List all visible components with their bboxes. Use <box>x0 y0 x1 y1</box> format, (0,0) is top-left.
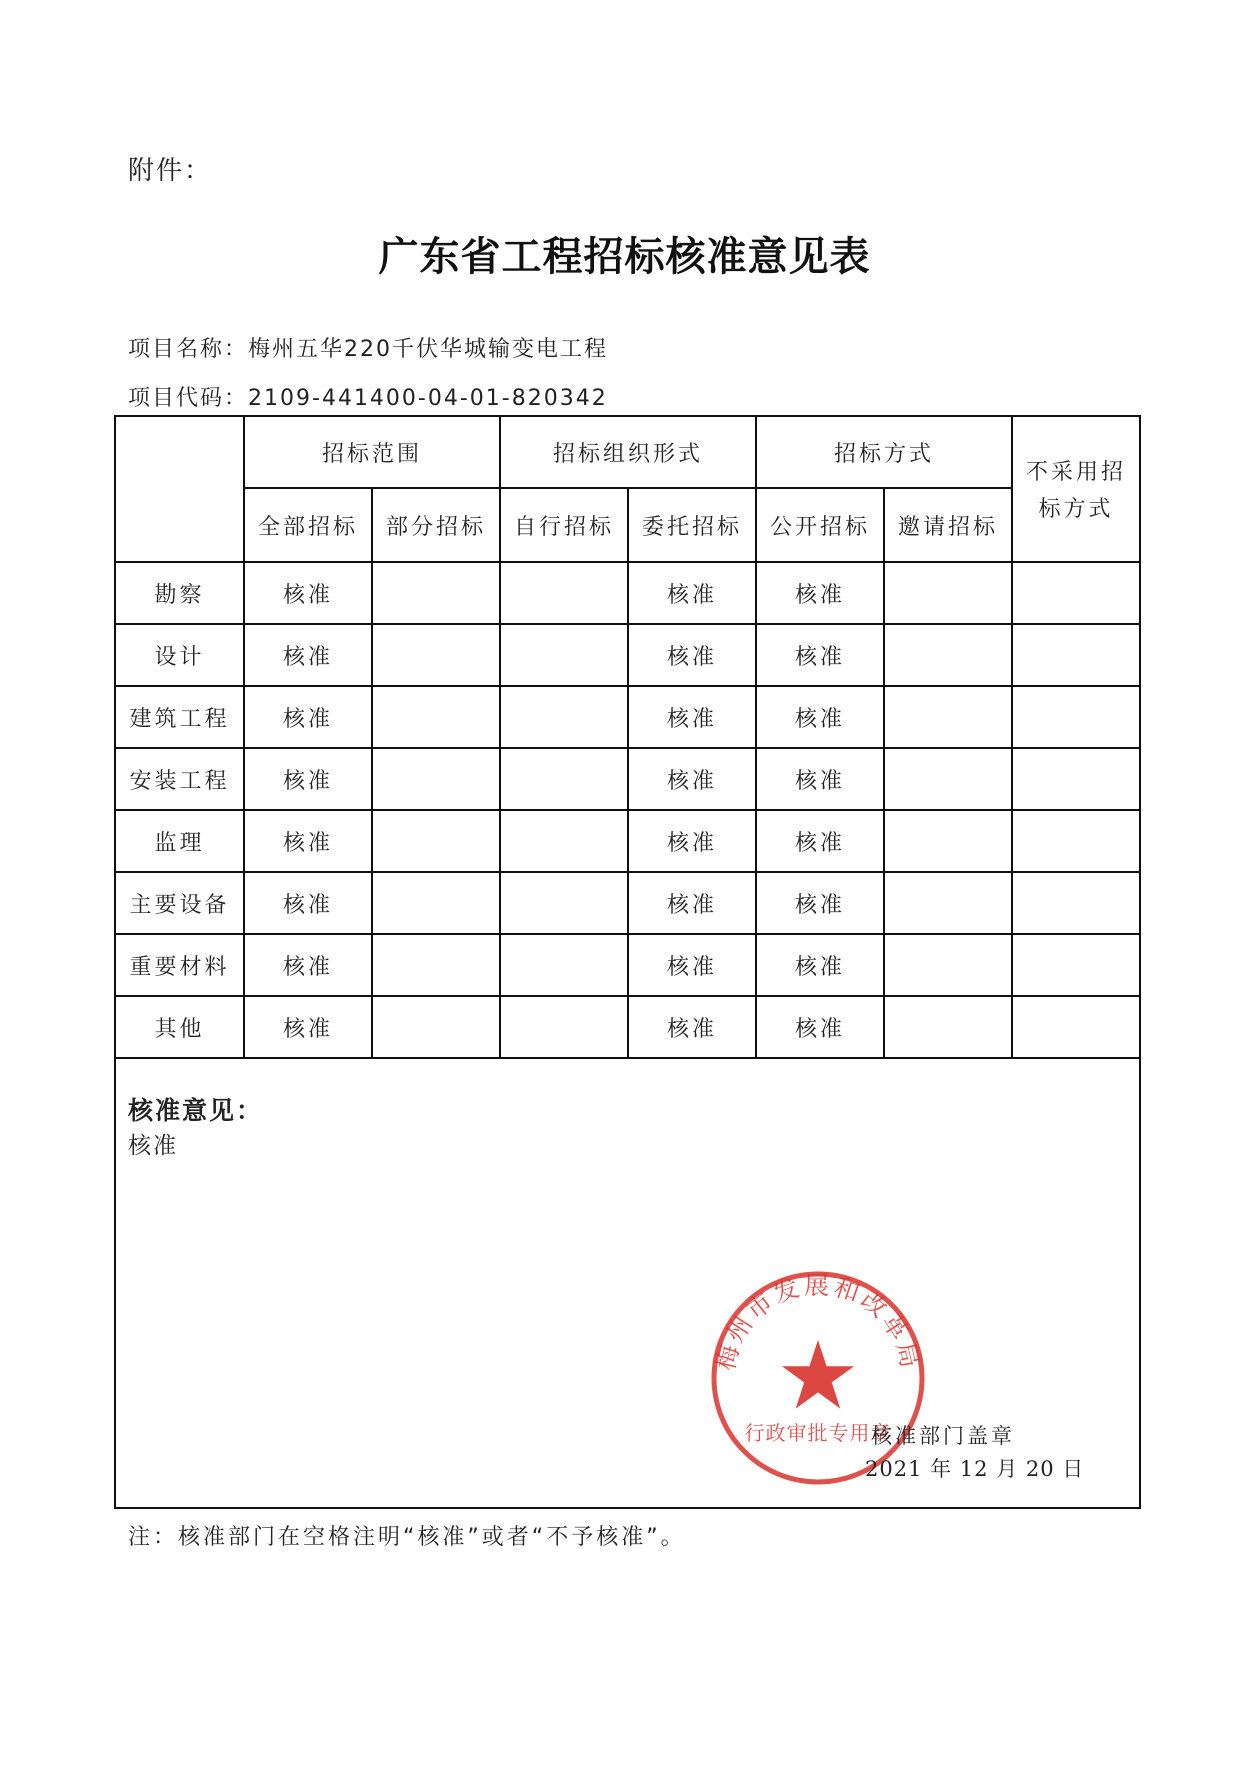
table-row <box>115 872 1140 934</box>
table-cell <box>1012 934 1140 996</box>
table-cell: 核准 <box>628 810 756 872</box>
table-cell <box>1012 562 1140 624</box>
row-label: 重要材料 <box>115 934 244 996</box>
group-header-organization: 招标组织形式 <box>500 416 756 488</box>
subheader-open-bidding: 公开招标 <box>756 488 884 562</box>
table-cell: 核准 <box>756 934 884 996</box>
table-cell <box>500 934 628 996</box>
table-cell <box>372 810 500 872</box>
table-cell <box>500 562 628 624</box>
approval-date: 2021 年 12 月 20 日 <box>865 1457 1085 1481</box>
table-cell <box>1012 872 1140 934</box>
table-cell <box>884 748 1012 810</box>
svg-text:梅州市发展和改革局: 梅州市发展和改革局 <box>710 1270 926 1374</box>
row-label: 建筑工程 <box>115 686 244 748</box>
approval-dept-label: 核准部门盖章 <box>871 1424 1015 1448</box>
table-cell: 核准 <box>244 872 372 934</box>
project-name-value: 梅州五华220千伏华城输变电工程 <box>248 337 609 362</box>
table-cell <box>1012 624 1140 686</box>
table-cell <box>500 686 628 748</box>
header-not-used-line2: 标方式 <box>1038 497 1114 522</box>
table-row <box>115 810 1140 872</box>
table-cell <box>1012 748 1140 810</box>
row-label: 主要设备 <box>115 872 244 934</box>
subheader-partial-bidding: 部分招标 <box>372 488 500 562</box>
table-cell: 核准 <box>244 934 372 996</box>
table-cell <box>372 872 500 934</box>
row-label: 设计 <box>115 624 244 686</box>
table-cell <box>884 810 1012 872</box>
table-cell: 核准 <box>756 996 884 1058</box>
table-cell: 核准 <box>244 624 372 686</box>
footnote: 注：核准部门在空格注明“核准”或者“不予核准”。 <box>128 1525 686 1550</box>
table-cell <box>372 686 500 748</box>
table-cell <box>500 624 628 686</box>
table-cell: 核准 <box>244 996 372 1058</box>
opinion-heading: 核准意见： <box>128 1096 264 1125</box>
project-code-value: 2109-441400-04-01-820342 <box>248 386 608 411</box>
table-cell: 核准 <box>756 624 884 686</box>
subheader-invited-bidding: 邀请招标 <box>884 488 1012 562</box>
table-cell: 核准 <box>628 562 756 624</box>
subheader-full-bidding: 全部招标 <box>244 488 372 562</box>
project-name-line <box>128 332 608 363</box>
table-row <box>115 624 1140 686</box>
table-cell <box>372 624 500 686</box>
table-cell <box>884 996 1012 1058</box>
table-cell: 核准 <box>756 872 884 934</box>
project-code-label: 项目代码： <box>128 386 249 411</box>
table-cell: 核准 <box>244 748 372 810</box>
table-cell <box>884 934 1012 996</box>
opinion-section <box>115 1058 1140 1508</box>
table-row <box>115 996 1140 1058</box>
table-row <box>115 748 1140 810</box>
subheader-entrusted-bidding: 委托招标 <box>628 488 756 562</box>
table-cell: 核准 <box>628 748 756 810</box>
table-cell <box>500 996 628 1058</box>
table-cell: 核准 <box>756 810 884 872</box>
project-name-label: 项目名称： <box>128 337 249 362</box>
table-cell <box>884 624 1012 686</box>
row-label: 监理 <box>115 810 244 872</box>
table-cell <box>500 810 628 872</box>
table-row <box>115 562 1140 624</box>
table-cell <box>372 562 500 624</box>
table-cell: 核准 <box>756 686 884 748</box>
table-cell <box>1012 686 1140 748</box>
table-cell <box>884 562 1012 624</box>
table-cell <box>884 872 1012 934</box>
table-cell <box>372 748 500 810</box>
table-cell: 核准 <box>628 934 756 996</box>
table-cell: 核准 <box>628 996 756 1058</box>
table-cell: 核准 <box>244 562 372 624</box>
approval-table <box>114 415 1141 1509</box>
table-cell: 核准 <box>756 748 884 810</box>
table-cell <box>884 686 1012 748</box>
group-header-method: 招标方式 <box>756 416 1012 488</box>
table-cell: 核准 <box>628 686 756 748</box>
table-cell <box>500 748 628 810</box>
table-cell <box>372 934 500 996</box>
row-label: 其他 <box>115 996 244 1058</box>
table-cell: 核准 <box>628 624 756 686</box>
table-cell: 核准 <box>244 686 372 748</box>
project-code-line <box>128 381 608 412</box>
table-cell: 核准 <box>628 872 756 934</box>
subheader-self-bidding: 自行招标 <box>500 488 628 562</box>
group-header-scope: 招标范围 <box>244 416 500 488</box>
attachment-label: 附件： <box>128 156 213 186</box>
opinion-text: 核准 <box>128 1133 178 1159</box>
svg-text:行政审批专用章: 行政审批专用章 <box>744 1421 892 1445</box>
corner-cell <box>115 416 244 562</box>
table-cell <box>500 872 628 934</box>
header-not-used <box>1012 416 1140 562</box>
table-cell: 核准 <box>756 562 884 624</box>
table-cell <box>1012 810 1140 872</box>
header-not-used-line1: 不采用招 <box>1026 460 1127 485</box>
table-row <box>115 686 1140 748</box>
table-row <box>115 934 1140 996</box>
table-cell <box>372 996 500 1058</box>
page-title: 广东省工程招标核准意见表 <box>378 233 871 280</box>
row-label: 勘察 <box>115 562 244 624</box>
row-label: 安装工程 <box>115 748 244 810</box>
table-cell: 核准 <box>244 810 372 872</box>
table-cell <box>1012 996 1140 1058</box>
